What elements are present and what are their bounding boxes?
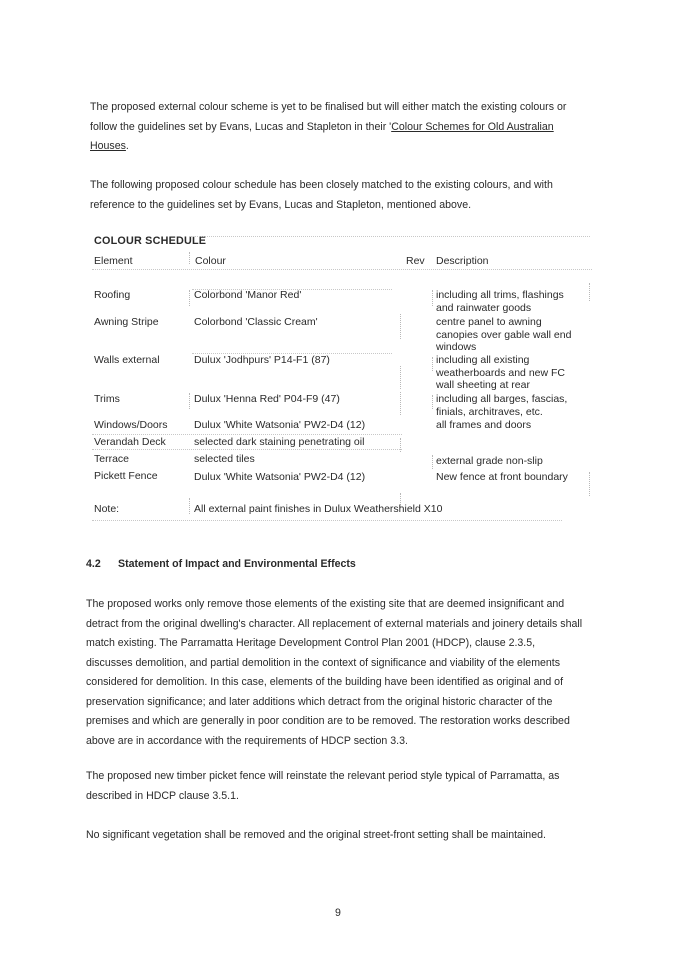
table-rule (589, 283, 590, 301)
table-rule (400, 438, 401, 452)
row-element: Verandah Deck (94, 436, 166, 448)
row-description: centre panel to awning canopies over gable wall end windows (436, 316, 572, 353)
table-rule (92, 520, 562, 521)
table-rule (189, 393, 190, 409)
header-rev: Rev (406, 255, 425, 267)
intro-paragraph-2: The following proposed colour schedule has been closely matched to the existing colours, and with reference to the guidelines set by Evans, Lucas and Stapleton, mentioned above. (90, 179, 553, 211)
table-rule (190, 236, 590, 237)
row-description: New fence at front boundary (436, 471, 568, 483)
table-rule (189, 290, 190, 306)
table-rule (432, 395, 433, 409)
colour-schemes-reference: Colour Schemes for Old Australian Houses (90, 120, 554, 152)
table-rule (400, 366, 401, 389)
colour-schedule-title: COLOUR SCHEDULE (94, 235, 207, 247)
note-text: All external paint finishes in Dulux Weathershield X10 (194, 503, 443, 515)
row-element: Awning Stripe (94, 316, 159, 328)
row-element: Terrace (94, 453, 130, 465)
row-colour: Colorbond 'Classic Cream' (194, 316, 318, 328)
row-colour: Colorbond 'Manor Red' (194, 289, 302, 301)
row-element: Walls external (94, 354, 160, 366)
row-description: including all trims, flashings and rainwater goods (436, 289, 564, 314)
table-rule (400, 392, 401, 415)
row-description: including all barges, fascias, finials, architraves, etc. (436, 393, 568, 418)
row-element: Pickett Fence (94, 470, 158, 482)
table-rule (92, 269, 592, 270)
row-description: including all existing weatherboards and new FC wall sheeting at rear (436, 354, 565, 391)
table-rule (92, 449, 402, 450)
section-paragraph-3: No significant vegetation shall be removed and the original street-front setting shall be maintained. (86, 829, 546, 841)
section-paragraph-1: The proposed works only remove those elements of the existing site that are deemed insignificant and detract from the original dwelling's character. All replacement of external materials and joinery details shall match existing. The Parramatta Heritage Development Control Plan 2001 (HDCP), clause 2.3.5, discusses demolition, and partial demolition in the context of significance and viability of the elements considered for demolition. In this case, elements of the building have been identified as original and of preservation significance; and later additions which detract from the original historic character of the premises and which are generally in poor condition are to be removed. The restoration works described above are in accordance with the requirements of HDCP section 3.3. (86, 598, 583, 747)
row-element: Roofing (94, 289, 131, 301)
row-colour: selected dark staining penetrating oil (194, 436, 365, 448)
row-colour: selected tiles (194, 453, 255, 465)
row-element: Trims (94, 393, 120, 405)
section-number: 4.2 (86, 558, 101, 570)
intro-paragraph-1-end: . (125, 140, 129, 152)
note-label: Note: (94, 503, 120, 515)
table-rule (400, 314, 401, 339)
row-description: external grade non-slip (436, 455, 543, 467)
section-title: Statement of Impact and Environmental Effects (118, 558, 356, 570)
section-paragraph-2: The proposed new timber picket fence will reinstate the relevant period style typical of Parramatta, as described in HDCP clause 3.5.1. (86, 770, 560, 802)
row-colour: Dulux 'Henna Red' P04-F9 (47) (194, 393, 340, 405)
table-rule (432, 455, 433, 469)
page-number: 9 (335, 907, 341, 919)
row-element: Windows/Doors (94, 419, 168, 431)
header-element: Element (94, 255, 133, 267)
header-colour: Colour (195, 255, 226, 267)
table-rule (432, 290, 433, 306)
intro-paragraph-1-text: The proposed external colour scheme is yet to be finalised but will either match the existing colours or follow the guidelines set by Evans, Lucas and Stapleton in their ' (90, 101, 567, 133)
header-description: Description (436, 255, 489, 267)
intro-paragraph-1 (90, 98, 590, 157)
row-colour: Dulux 'White Watsonia' PW2-D4 (12) (194, 419, 366, 431)
table-rule (189, 498, 190, 514)
row-description: all frames and doors (436, 419, 532, 431)
table-rule (189, 252, 190, 264)
row-colour: Dulux 'Jodhpurs' P14-F1 (87) (194, 354, 330, 366)
table-rule (92, 434, 402, 435)
row-colour: Dulux 'White Watsonia' PW2-D4 (12) (194, 471, 366, 483)
table-rule (432, 357, 433, 371)
table-rule (589, 472, 590, 496)
